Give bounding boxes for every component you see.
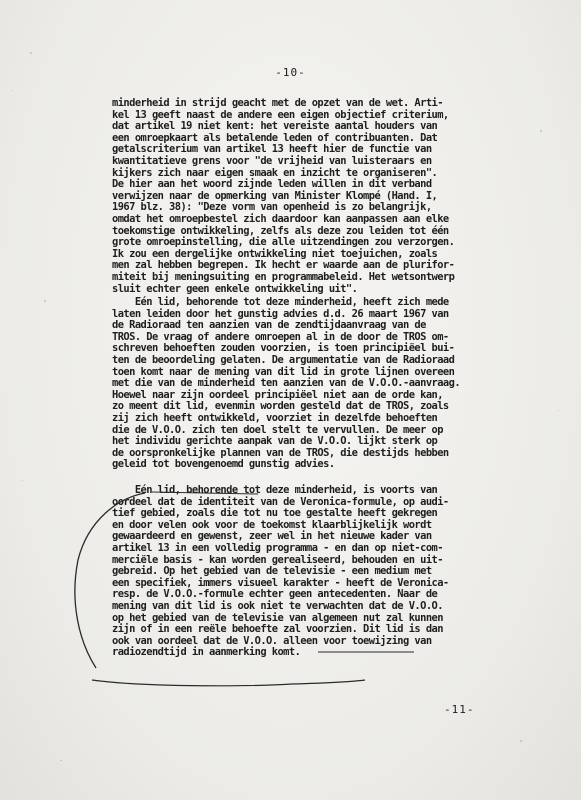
paragraph — [112, 297, 532, 471]
scan-speck — [22, 480, 23, 481]
text-line: verwijzen naar de opmerking van Minister Klompé (Hand. I, — [112, 189, 438, 202]
text-line: de Radioraad ten aanzien van de zendtijdaanvraag van de — [112, 319, 426, 332]
page-number: -10- — [275, 66, 306, 79]
underline-stroke — [92, 680, 365, 686]
text-line: zijn of in een reële behoefte zal voorzien. Dit lid is dan — [112, 623, 443, 636]
text-line: en door velen ook voor de toekomst klaarblijkelijk wordt — [112, 518, 432, 531]
text-line: Ik zou een dergelijke ontwikkeling niet toejuichen, zoals — [112, 247, 438, 260]
text-line: toen komt naar de mening van dit lid in grote lijnen overeen — [112, 365, 455, 378]
text-line: een omroepkaart als betalende leden of contribuanten. Dat — [112, 131, 438, 144]
text-line: toekomstige ontwikkeling, zelfs als deze zou leiden tot één — [112, 224, 449, 237]
text-line: Eén lid, behorende tot deze minderheid, heeft zich mede — [112, 296, 449, 309]
next-page-marker: -11- — [444, 703, 475, 716]
text-line: mening van dit lid is ook niet te verwachten dat de V.O.O. — [112, 599, 443, 612]
text-line: merciële basis - kan worden gerealiseerd, behouden en uit- — [112, 553, 443, 566]
text-line: De hier aan het woord zijnde leden willen in dit verband — [112, 178, 432, 191]
scan-speck — [12, 90, 13, 91]
text-line: kijkers zich naar eigen smaak en inzicht te organiseren". — [112, 166, 438, 179]
text-line: artikel 13 in een volledig programma - en dan op niet-com- — [112, 541, 443, 554]
scan-speck — [558, 410, 559, 411]
text-line: resp. de V.O.O.-formule echter geen antecedenten. Naar de — [112, 588, 438, 601]
text-line: met die van de minderheid ten aanzien van de V.O.O.-aanvraag. — [112, 377, 461, 390]
text-line: omdat het omroepbestel zich daardoor kan aanpassen aan elke — [112, 212, 449, 225]
text-line: men zal hebben begrepen. Ik hecht er waarde aan de plurifor- — [112, 259, 455, 272]
text-line: zij zich heeft ontwikkeld, voorziet in dezelfde behoeften — [112, 412, 438, 425]
scan-speck — [540, 130, 542, 132]
text-line: sluit echter geen enkele ontwikkeling uit". — [112, 282, 358, 295]
scan-speck — [60, 760, 62, 761]
scan-speck — [30, 52, 32, 54]
text-line: minderheid in strijd geacht met de opzet van de wet. Arti- — [112, 97, 443, 109]
text-line: zo meent dit lid, evenmin worden gesteld dat de TROS, zoals — [112, 400, 449, 413]
paragraph — [112, 98, 532, 295]
text-line: het individu gerichte aanpak van de V.O.O. lijkt sterk op — [112, 435, 438, 448]
text-line: dat artikel 19 niet kent: het vereiste aantal houders van — [112, 120, 438, 133]
text-line: oordeel dat de identiteit van de Veronica-formule, op audi- — [112, 495, 449, 508]
text-line: de oorspronkelijke plannen van de TROS, die destijds hebben — [112, 446, 449, 459]
text-line: Eén lid, behorende tot deze minderheid, is voorts van — [112, 484, 438, 496]
text-line: ten de beoordeling gelaten. De argumentatie van de Radioraad — [112, 354, 455, 367]
text-line: TROS. De vraag of andere omroepen al in de door de TROS om- — [112, 330, 449, 343]
text-line: gebreid. Op het gebied van de televisie - een medium met — [112, 565, 432, 578]
text-line: getalscriterium van artikel 13 heeft hier de functie van — [112, 143, 432, 156]
text-line: miteit bij meningsuiting en programmabeleid. Het wetsontwerp — [112, 270, 455, 283]
scan-speck — [520, 740, 522, 742]
text-line: gewaardeerd en gewenst, zeer wel in het nieuwe kader van — [112, 530, 432, 543]
paragraph — [112, 485, 532, 659]
text-line: laten leiden door het gunstig advies d.d. 26 maart 1967 van — [112, 307, 449, 320]
text-line: grote omroepinstelling, die alle uitzendingen zou verzorgen. — [112, 236, 455, 249]
paragraph-gap — [112, 471, 532, 485]
text-line: schreven behoeften zouden voorzien, is toen principiëel bui- — [112, 342, 455, 355]
text-line: Hoewel naar zijn oordeel principiëel niet aan de orde kan, — [112, 388, 443, 401]
text-line: kwantitatieve grens voor "de vrijheid van luisteraars en — [112, 154, 432, 167]
text-line: op het gebied van de televisie van algemeen nut zal kunnen — [112, 611, 443, 624]
body-text — [112, 98, 532, 659]
text-line: tief gebied, zoals die tot nu toe gestalte heeft gekregen — [112, 507, 438, 520]
text-line: ook van oordeel dat de V.O.O. alleen voor toewijzing van — [112, 634, 432, 647]
scan-speck — [44, 300, 46, 302]
text-line: die de V.O.O. zich ten doel stelt te vervullen. De meer op — [112, 423, 443, 436]
text-line: radiozendtijd in aanmerking komt. — [112, 646, 301, 659]
text-line: kel 13 geeft naast de andere een eigen objectief criterium, — [112, 108, 449, 121]
text-line: 1967 blz. 38): "Deze vorm van openheid is zo belangrijk, — [112, 201, 432, 214]
text-line: een specifiek, immers visueel karakter - heeft de Veronica- — [112, 576, 449, 589]
text-line: geleid tot bovengenoemd gunstig advies. — [112, 458, 335, 471]
